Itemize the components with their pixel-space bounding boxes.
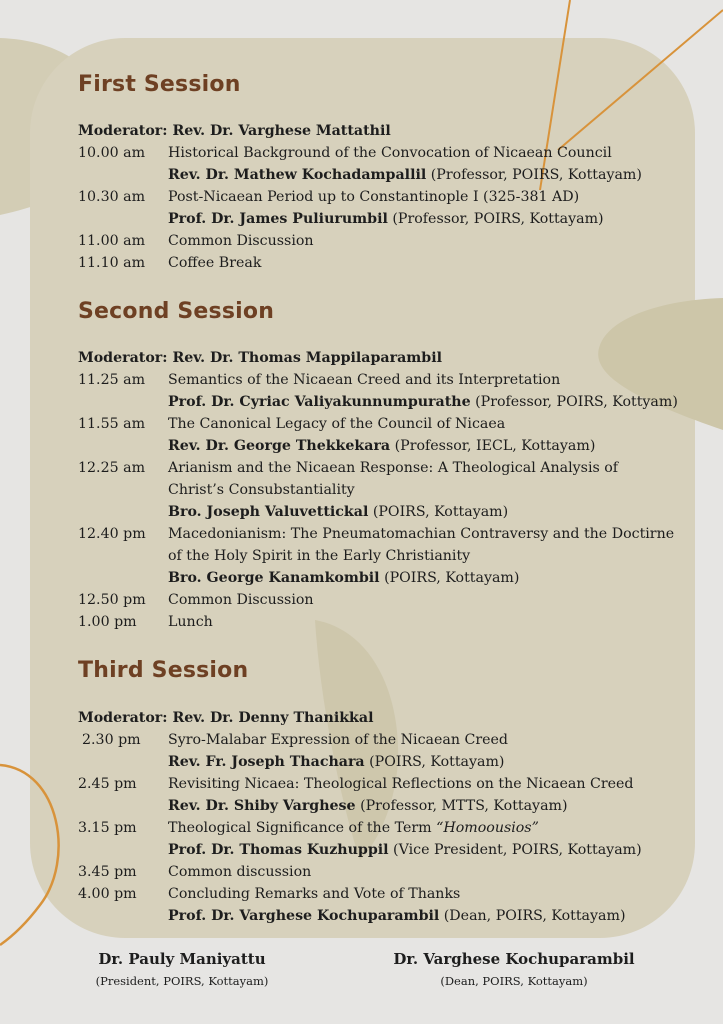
signatory [32,950,332,988]
speaker-name: Prof. Dr. James Puliurumbil [168,211,388,227]
topic-line [168,820,539,836]
topic-line [168,864,311,880]
session-title: First Session [78,72,241,97]
session-time: 1.00 pm [78,614,137,630]
topic-text: The Canonical Legacy of the Council of Nicaea [168,416,506,432]
speaker-name: Rev. Fr. Joseph Thachara [168,754,365,770]
topic-text: Historical Background of the Convocation of Nicaean Council [168,145,612,161]
moderator-label: Moderator: [78,123,168,139]
speaker-name: Bro. George Kanamkombil [168,570,380,586]
speaker-name: Bro. Joseph Valuvettickal [168,504,369,520]
moderator-line [78,123,391,139]
speaker-line [168,438,595,454]
topic-text: Lunch [168,614,213,630]
moderator-name: Rev. Dr. Thomas Mappilaparambil [167,350,442,366]
session-time: 2.30 pm [82,732,141,748]
session-time: 11.00 am [78,233,146,249]
topic-text: Common Discussion [168,592,314,608]
topic-text: Revisiting Nicaea: Theological Reflections on the Nicaean Creed [168,776,634,792]
speaker-line [168,504,508,520]
signatory-name: Dr. Pauly Maniyattu [98,950,266,968]
session-time: 2.45 pm [78,776,137,792]
topic-line [168,776,634,792]
speaker-line [168,754,504,770]
signatory-role: (President, POIRS, Kottayam) [95,974,269,988]
signatory-role: (Dean, POIRS, Kottayam) [440,974,588,988]
topic-line [168,460,618,476]
topic-term: “Homoousios” [436,820,539,836]
moderator-label: Moderator: [78,710,168,726]
topic-line [168,233,314,249]
topic-text: Coffee Break [168,255,262,271]
speaker-name: Prof. Dr. Thomas Kuzhuppil [168,842,389,858]
moderator-name: Rev. Dr. Varghese Mattathil [167,123,391,139]
session-time: 11.55 am [78,416,146,432]
session-time: 12.50 pm [78,592,146,608]
session-time: 10.00 am [78,145,146,161]
session-time: 3.15 pm [78,820,137,836]
speaker-line [168,167,642,183]
moderator-label: Moderator: [78,350,168,366]
topic-text: of the Holy Spirit in the Early Christianity [168,548,471,564]
moderator-name: Rev. Dr. Denny Thanikkal [167,710,374,726]
speaker-affiliation: (POIRS, Kottayam) [368,504,509,520]
topic-text: Theological Significance of the Term [168,820,437,836]
speaker-affiliation: (Professor, MTTS, Kottayam) [355,798,568,814]
speaker-line [168,570,519,586]
speaker-affiliation: (POIRS, Kottayam) [379,570,520,586]
speaker-affiliation: (Professor, IECL, Kottayam) [390,438,596,454]
speaker-line [168,211,604,227]
session-time: 12.40 pm [78,526,146,542]
moderator-line [78,350,442,366]
session-title: Third Session [78,658,249,683]
topic-line [168,255,261,271]
topic-text: Common Discussion [168,233,314,249]
topic-text: Arianism and the Nicaean Response: A Theological Analysis of [168,460,619,476]
speaker-affiliation: (Professor, POIRS, Kottyam) [470,394,678,410]
topic-text: Macedonianism: The Pneumatomachian Contraversy and the Doctirne [168,526,675,542]
speaker-name: Rev. Dr. George Thekkekara [168,438,391,454]
speaker-affiliation: (Professor, POIRS, Kottayam) [426,167,642,183]
speaker-line [168,908,625,924]
speaker-name: Rev. Dr. Shiby Varghese [168,798,356,814]
topic-text: Common discussion [168,864,312,880]
signatory-name: Dr. Varghese Kochuparambil [393,950,635,968]
speaker-affiliation: (Professor, POIRS, Kottayam) [387,211,604,227]
topic-line [168,526,674,542]
topic-line [168,732,508,748]
topic-line [168,548,470,564]
topic-line [168,145,612,161]
topic-text: Syro-Malabar Expression of the Nicaean Creed [168,732,508,748]
topic-text: Post-Nicaean Period up to Constantinople I (325-381 AD) [168,189,580,205]
session-time: 11.25 am [78,372,146,388]
topic-text: Semantics of the Nicaean Creed and its Interpretation [168,372,561,388]
topic-line [168,189,579,205]
session-time: 10.30 am [78,189,146,205]
topic-text: Christ’s Consubstantiality [168,482,355,498]
session-title: Second Session [78,299,275,324]
speaker-name: Prof. Dr. Cyriac Valiyakunnumpurathe [168,394,471,410]
topic-text: Concluding Remarks and Vote of Thanks [168,886,461,902]
speaker-line [168,394,678,410]
session-time: 12.25 am [78,460,146,476]
topic-line [168,372,560,388]
speaker-affiliation: (POIRS, Kottayam) [364,754,505,770]
session-time: 3.45 pm [78,864,137,880]
moderator-line [78,710,373,726]
speaker-affiliation: (Dean, POIRS, Kottayam) [439,908,626,924]
speaker-name: Rev. Dr. Mathew Kochadampallil [168,167,427,183]
topic-line [168,886,460,902]
speaker-name: Prof. Dr. Varghese Kochuparambil [168,908,440,924]
signatory [364,950,664,988]
topic-line [168,614,213,630]
speaker-line [168,798,568,814]
speaker-line [168,842,642,858]
speaker-affiliation: (Vice President, POIRS, Kottayam) [388,842,642,858]
topic-line [168,592,314,608]
topic-line [168,482,355,498]
session-time: 4.00 pm [78,886,137,902]
topic-line [168,416,505,432]
session-time: 11.10 am [78,255,146,271]
